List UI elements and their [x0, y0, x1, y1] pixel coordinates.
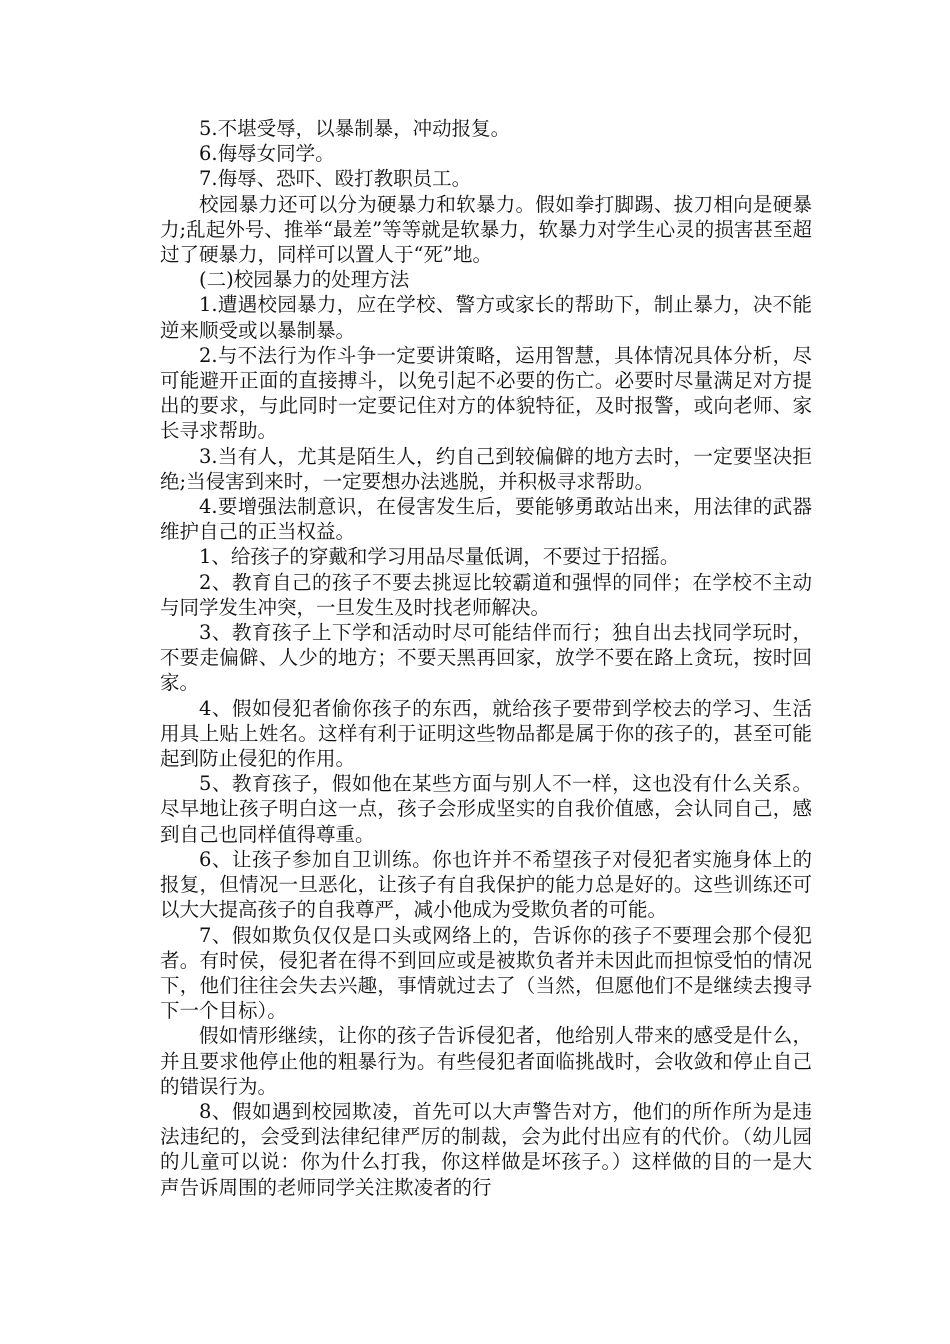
paragraph-8: 3.当有人，尤其是陌生人，约自己到较偏僻的地方去时，一定要坚决拒绝;当侵害到来时，一定要想办法逃脱，并积极寻求帮助。 — [160, 444, 812, 493]
paragraph-13: 4、假如侵犯者偷你孩子的东西，就给孩子要带到学校去的学习、生活用具上贴上姓名。这样有利于证明这些物品都是属于你的孩子的，甚至可能起到防止侵犯的作用。 — [160, 696, 812, 771]
paragraph-18: 8、假如遇到校园欺凌，首先可以大声警告对方，他们的所作所为是违法违纪的，会受到法律纪律严厉的制裁，会为此付出应有的代价。（幼儿园的儿童可以说：你为什么打我，你这样做是坏孩子。）这样做的目的一是大声告诉周围的老师同学关注欺凌者的行 — [160, 1099, 812, 1199]
paragraph-3: 7.侮辱、恐吓、殴打教职员工。 — [199, 167, 472, 191]
paragraph-4: 校园暴力还可以分为硬暴力和软暴力。假如拳打脚踢、拔刀相向是硬暴力;乱起外号、推举“最差”等等就是软暴力，软暴力对学生心灵的损害甚至超过了硬暴力，同样可以置人于“死”地。 — [160, 192, 812, 267]
paragraph-2: 6.侮辱女同学。 — [199, 142, 335, 166]
document-body — [160, 116, 812, 1200]
paragraph-14: 5、教育孩子，假如他在某些方面与别人不一样，这也没有什么关系。尽早地让孩子明白这一点，孩子会形成坚实的自我价值感，会认同自己，感到自己也同样值得尊重。 — [160, 772, 812, 846]
section-heading: (二)校园暴力的处理方法 — [199, 268, 410, 292]
paragraph-11: 2、教育自己的孩子不要去挑逗比较霸道和强悍的同伴；在学校不主动与同学发生冲突，一旦发生及时找老师解决。 — [160, 570, 812, 619]
paragraph-6: 1.遭遇校园暴力，应在学校、警方或家长的帮助下，制止暴力，决不能逆来顺受或以暴制暴。 — [160, 293, 812, 342]
paragraph-15: 6、让孩子参加自卫训练。你也许并不希望孩子对侵犯者实施身体上的报复，但情况一旦恶化，让孩子有自我保护的能力总是好的。这些训练还可以大大提高孩子的自我尊严，减小他成为受欺负者的可能。 — [160, 847, 812, 922]
paragraph-9: 4.要增强法制意识，在侵害发生后，要能够勇敢站出来，用法律的武器维护自己的正当权益。 — [160, 495, 812, 544]
paragraph-17: 假如情形继续，让你的孩子告诉侵犯者，他给别人带来的感受是什么，并且要求他停止他的粗暴行为。有些侵犯者面临挑战时，会收敛和停止自己的错误行为。 — [160, 1024, 812, 1098]
paragraph-12: 3、教育孩子上下学和活动时尽可能结伴而行；独自出去找同学玩时，不要走偏僻、人少的地方；不要天黑再回家，放学不要在路上贪玩，按时回家。 — [160, 621, 812, 695]
paragraph-7: 2.与不法行为作斗争一定要讲策略，运用智慧，具体情况具体分析，尽可能避开正面的直接搏斗，以免引起不必要的伤亡。必要时尽量满足对方提出的要求，与此同时一定要记住对方的体貌特征，及时报警，或向老师、家长寻求帮助。 — [160, 343, 812, 443]
paragraph-16: 7、假如欺负仅仅是口头或网络上的，告诉你的孩子不要理会那个侵犯者。有时侯，侵犯者在得不到回应或是被欺负者并未因此而担惊受怕的情况下，他们往往会失去兴趣，事情就过去了（当然，但愿他们不是继续去搜寻下一个目标）。 — [160, 923, 812, 1023]
paragraph-1: 5.不堪受辱，以暴制暴，冲动报复。 — [199, 117, 511, 140]
paragraph-10: 1、给孩子的穿戴和学习用品尽量低调，不要过于招摇。 — [199, 545, 680, 569]
